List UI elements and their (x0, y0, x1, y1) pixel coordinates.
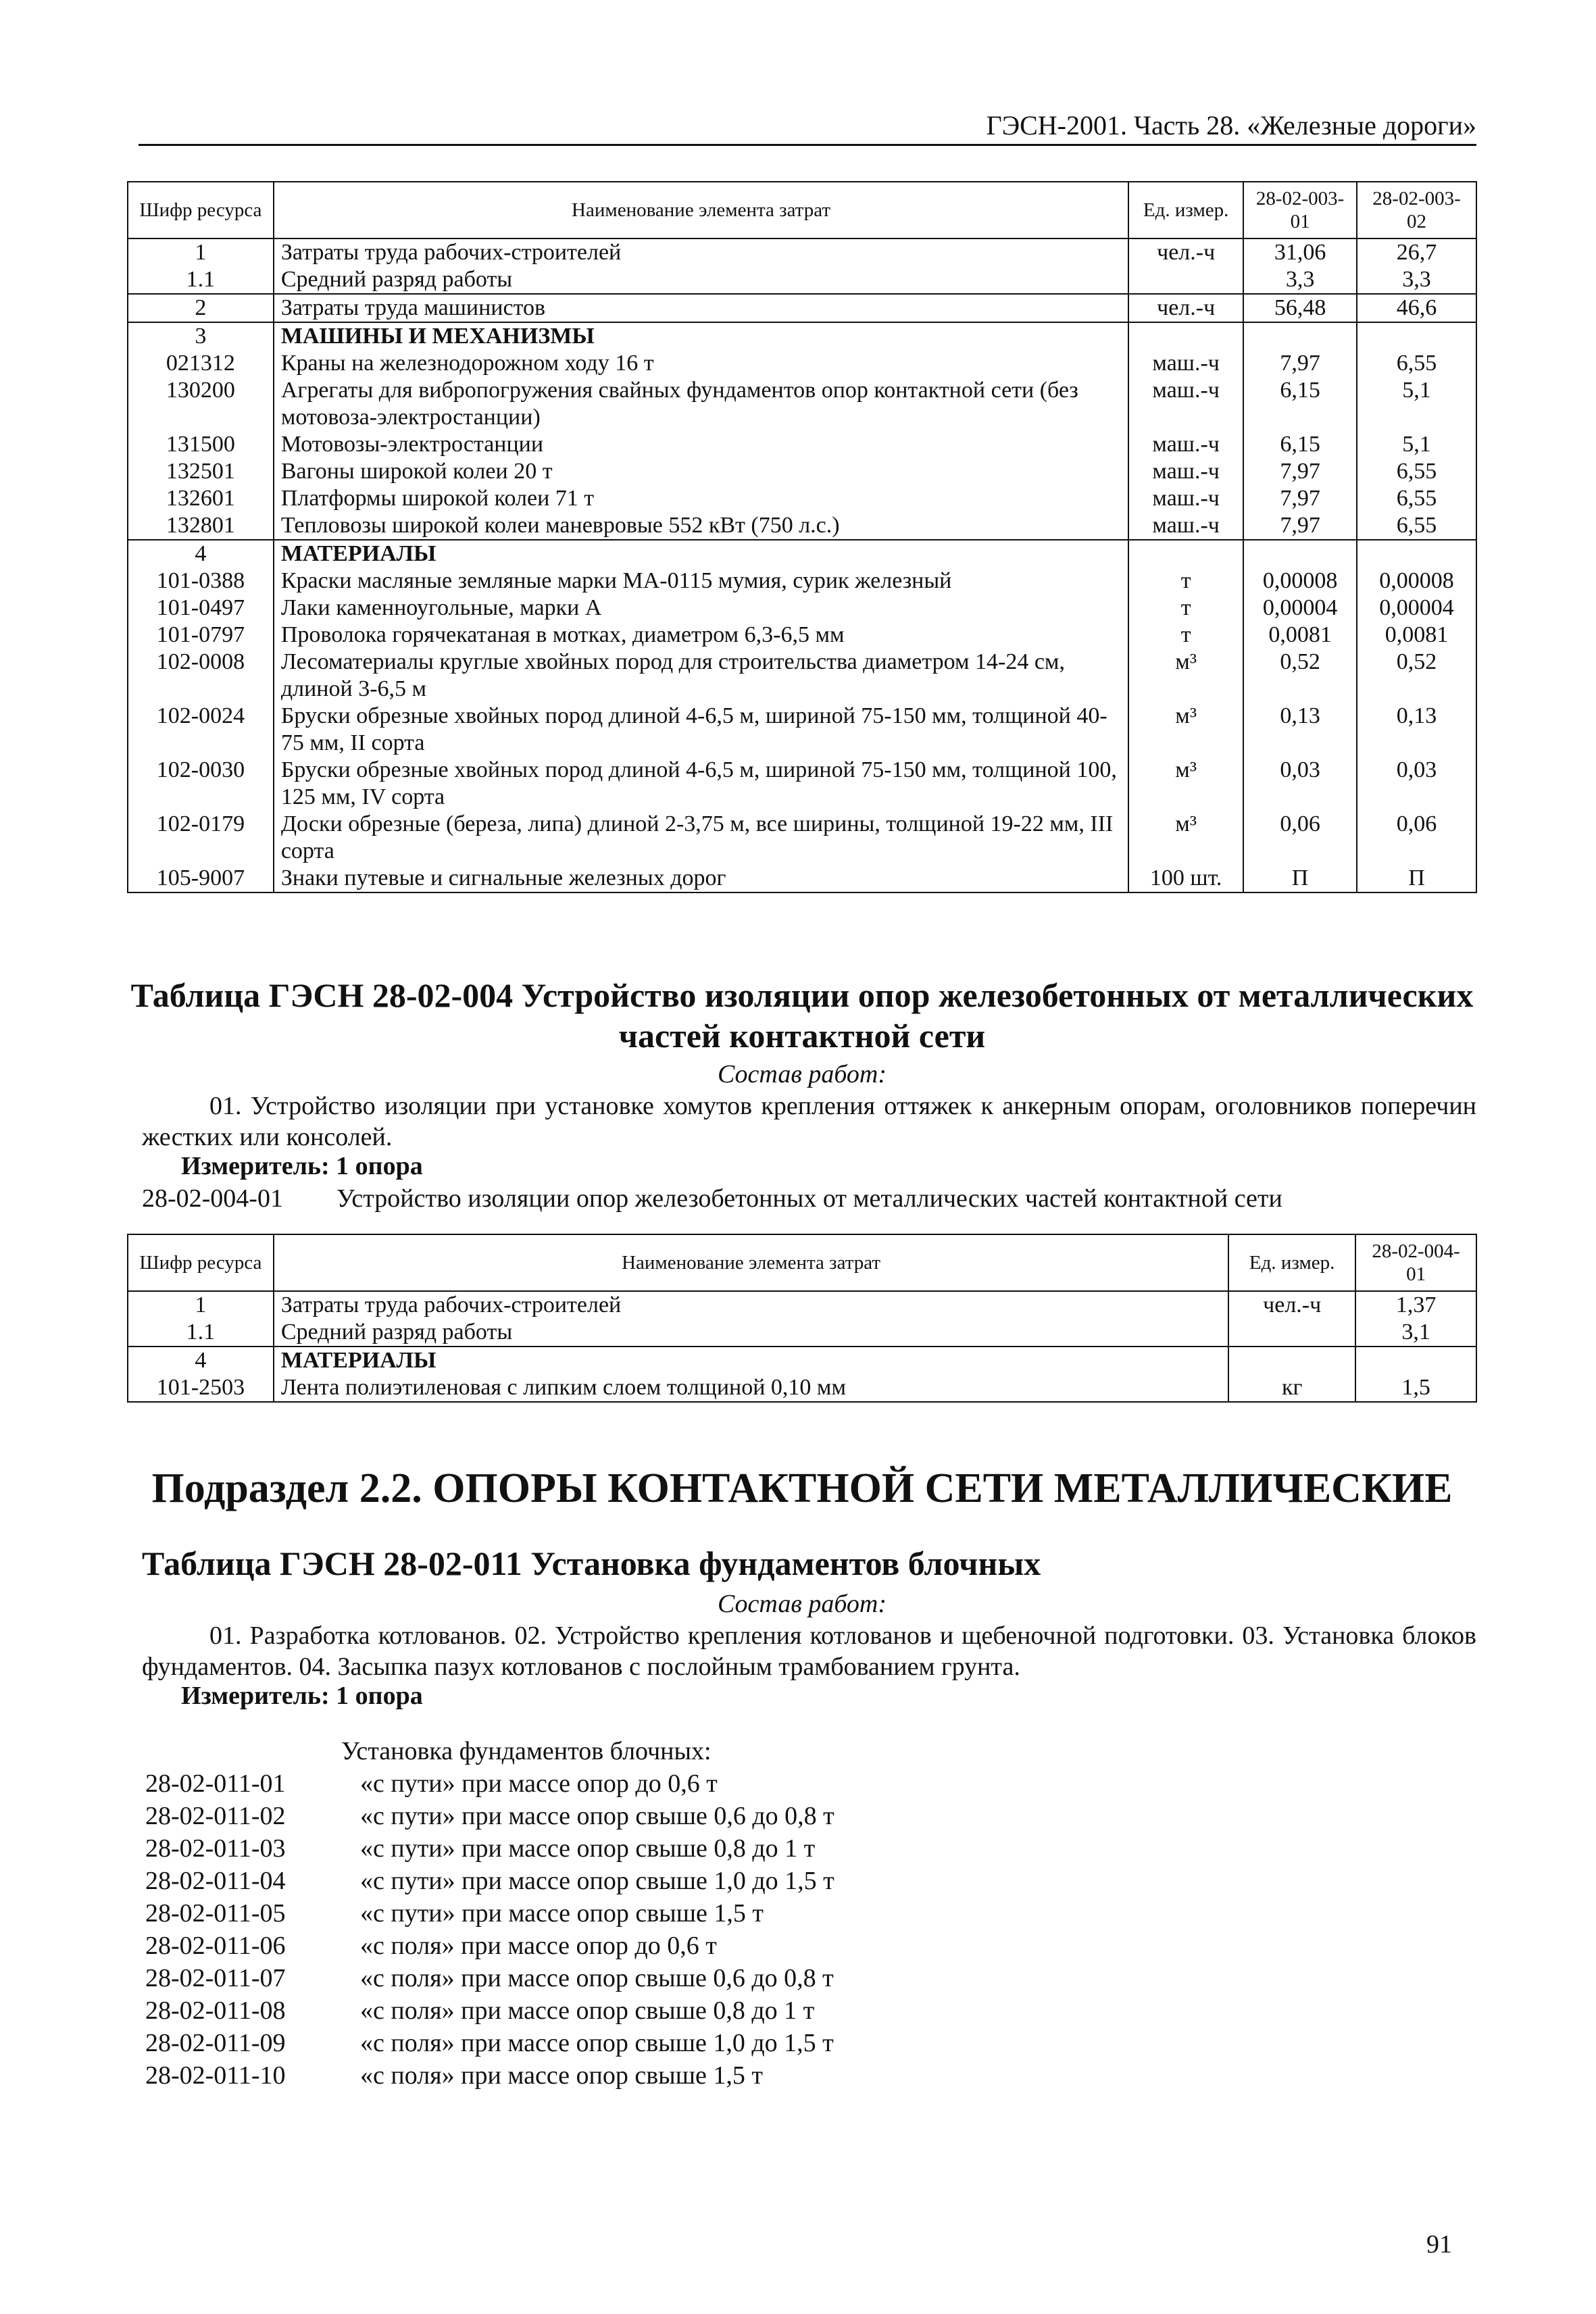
cell-code: 132801 (128, 512, 274, 540)
list-item (145, 1801, 834, 1831)
list-item-code: 28-02-011-03 (145, 1834, 286, 1863)
cell-name: МАШИНЫ И МЕХАНИЗМЫ (274, 322, 1128, 350)
list-item-code: 28-02-011-04 (145, 1867, 286, 1895)
cell-unit: чел.-ч (1228, 1291, 1355, 1319)
cell-value-003-01: 0,13 (1243, 703, 1357, 757)
cell-name: Краски масляные земляные марки МА-0115 мумия, сурик железный (274, 568, 1128, 595)
cell-name: Агрегаты для вибропогружения свайных фундаментов опор контактной сети (без мотовоза-электростанции) (274, 377, 1128, 431)
composition-text: 01. Устройство изоляции при установке хомутов крепления оттяжек к анкерным опорам, оголовников поперечин жестких или консолей. (142, 1092, 1476, 1151)
cell-value-003-02: 0,06 (1357, 811, 1476, 865)
cell-name: Лесоматериалы круглые хвойных пород для строительства диаметром 14-24 см, длиной 3-6,5 м (274, 649, 1128, 703)
list-item-code: 28-02-011-09 (145, 2029, 286, 2057)
cell-value-003-02: 0,13 (1357, 703, 1476, 757)
list-item (145, 1996, 814, 2026)
cell-code: 4 (128, 540, 274, 568)
item-name-004: Устройство изоляции опор железобетонных от металлических частей контактной сети (336, 1184, 1282, 1213)
cell-unit: кг (1228, 1374, 1355, 1402)
cell-name: МАТЕРИАЛЫ (274, 540, 1128, 568)
cell-unit: т (1128, 595, 1243, 622)
list-item (145, 2061, 763, 2090)
cell-code: 105-9007 (128, 865, 274, 892)
table-row (128, 377, 1476, 431)
table-row (128, 865, 1476, 892)
table-header-row (128, 1234, 1476, 1291)
cell-value-003-02 (1357, 540, 1476, 568)
cell-value-003-01: 7,97 (1243, 485, 1357, 512)
cell-value-003-02: 6,55 (1357, 458, 1476, 485)
cell-value-003-02: 46,6 (1357, 294, 1476, 322)
measure-004: Измеритель: 1 опора (181, 1152, 423, 1180)
list-item-text: «с поля» при массе опор до 0,6 т (360, 1932, 717, 1960)
list-item-code: 28-02-011-08 (145, 1996, 286, 2025)
cell-name: Затраты труда рабочих-строителей (274, 238, 1128, 266)
cell-value-003-02: 0,00008 (1357, 568, 1476, 595)
cell-code: 2 (128, 294, 274, 322)
cell-code: 102-0008 (128, 649, 274, 703)
list-item-code: 28-02-011-02 (145, 1802, 286, 1830)
cell-value-004-01 (1355, 1347, 1476, 1374)
cell-value-003-02: 5,1 (1357, 377, 1476, 431)
table-row (128, 458, 1476, 485)
cell-value-003-01: 7,97 (1243, 512, 1357, 540)
cell-value-003-02: 6,55 (1357, 485, 1476, 512)
list-item-code: 28-02-011-01 (145, 1769, 286, 1798)
list-item-text: «с пути» при массе опор свыше 1,0 до 1,5 т (360, 1867, 834, 1895)
list-head: Установка фундаментов блочных: (341, 1737, 712, 1765)
composition-text-004 (142, 1090, 1476, 1153)
table-title-004-line2: частей контактной сети (618, 1017, 986, 1055)
cell-code: 021312 (128, 350, 274, 377)
table-row (128, 350, 1476, 377)
cell-value-004-01: 1,5 (1355, 1374, 1476, 1402)
list-item-text: «с пути» при массе опор до 0,6 т (360, 1769, 718, 1798)
cell-code: 102-0030 (128, 757, 274, 811)
table-row (128, 485, 1476, 512)
table-row (128, 595, 1476, 622)
list-item-text: «с поля» при массе опор свыше 0,6 до 0,8 т (360, 1964, 834, 1992)
table-row (128, 811, 1476, 865)
cell-code: 101-0497 (128, 595, 274, 622)
page-header (139, 107, 1476, 146)
page-number: 91 (1426, 2230, 1452, 2259)
cell-code: 131500 (128, 431, 274, 458)
list-item-code: 28-02-011-05 (145, 1899, 286, 1928)
cell-name: Вагоны широкой колеи 20 т (274, 458, 1128, 485)
list-item-code: 28-02-011-07 (145, 1964, 286, 1992)
cell-value-003-02: П (1357, 865, 1476, 892)
resource-table-004 (127, 1234, 1477, 1403)
table-row (128, 266, 1476, 294)
cell-code: 132501 (128, 458, 274, 485)
table-row (128, 431, 1476, 458)
cell-code: 101-0388 (128, 568, 274, 595)
list-item-text: «с поля» при массе опор свыше 1,0 до 1,5 т (360, 2029, 834, 2057)
list-item (145, 2028, 834, 2058)
col-header-unit: Ед. измер. (1128, 182, 1243, 238)
cell-value-003-02: 5,1 (1357, 431, 1476, 458)
cell-code: 1.1 (128, 266, 274, 294)
table-body (128, 238, 1476, 892)
list-item (145, 1898, 764, 1928)
cell-name: Лента полиэтиленовая с липким слоем толщиной 0,10 мм (274, 1374, 1228, 1402)
cell-name: Платформы широкой колеи 71 т (274, 485, 1128, 512)
cell-name: Краны на железнодорожном ходу 16 т (274, 350, 1128, 377)
cell-name: Доски обрезные (береза, липа) длиной 2-3,75 м, все ширины, толщиной 19-22 мм, III сорта (274, 811, 1128, 865)
table-row (128, 322, 1476, 350)
col-header-code: Шифр ресурса (128, 1234, 274, 1291)
cell-name: МАТЕРИАЛЫ (274, 1347, 1228, 1374)
cell-value-003-01: 0,52 (1243, 649, 1357, 703)
table-row (128, 540, 1476, 568)
table-row (128, 568, 1476, 595)
cell-unit: маш.-ч (1128, 485, 1243, 512)
list-item (145, 1866, 834, 1896)
cell-unit: чел.-ч (1128, 294, 1243, 322)
cell-code: 102-0179 (128, 811, 274, 865)
cell-code: 1 (128, 238, 274, 266)
col-header-003-01: 28-02-003-01 (1243, 182, 1357, 238)
list-item-text: «с поля» при массе опор свыше 1,5 т (360, 2061, 763, 2090)
cell-value-004-01: 1,37 (1355, 1291, 1476, 1319)
cell-unit (1128, 540, 1243, 568)
list-item (145, 1834, 815, 1863)
col-header-unit: Ед. измер. (1228, 1234, 1355, 1291)
cell-unit: м³ (1128, 811, 1243, 865)
table-header-row (128, 182, 1476, 238)
list-item-code: 28-02-011-10 (145, 2061, 286, 2090)
cell-name: Средний разряд работы (274, 1319, 1228, 1347)
cell-value-003-01: 0,06 (1243, 811, 1357, 865)
cell-name: Лаки каменноугольные, марки А (274, 595, 1128, 622)
cell-unit: чел.-ч (1128, 238, 1243, 266)
cell-name: Мотовозы-электростанции (274, 431, 1128, 458)
col-header-003-02: 28-02-003-02 (1357, 182, 1476, 238)
cell-unit: т (1128, 568, 1243, 595)
subsection-title: Подраздел 2.2. ОПОРЫ КОНТАКТНОЙ СЕТИ МЕТАЛЛИЧЕСКИЕ (151, 1465, 1453, 1511)
header-title: ГЭСН-2001. Часть 28. «Железные дороги» (986, 110, 1476, 141)
cell-value-003-02: 3,3 (1357, 266, 1476, 294)
cell-value-003-02: 26,7 (1357, 238, 1476, 266)
cell-value-003-01: 6,15 (1243, 431, 1357, 458)
col-header-code: Шифр ресурса (128, 182, 274, 238)
cell-value-003-01: 3,3 (1243, 266, 1357, 294)
cell-value-003-01: 6,15 (1243, 377, 1357, 431)
cell-code: 3 (128, 322, 274, 350)
cell-value-003-02: 6,55 (1357, 350, 1476, 377)
list-item-text: «с пути» при массе опор свыше 0,6 до 0,8 т (360, 1802, 834, 1830)
cell-value-003-02: 6,55 (1357, 512, 1476, 540)
cell-name: Проволока горячекатаная в мотках, диаметром 6,3-6,5 мм (274, 622, 1128, 649)
cell-name: Знаки путевые и сигнальные железных дорог (274, 865, 1128, 892)
cell-value-003-01: 0,0081 (1243, 622, 1357, 649)
table-title-004-line1: Таблица ГЭСН 28-02-004 Устройство изоляции опор железобетонных от металлических (130, 976, 1474, 1014)
cell-value-003-02: 0,03 (1357, 757, 1476, 811)
cell-code: 1.1 (128, 1319, 274, 1347)
cell-code: 101-0797 (128, 622, 274, 649)
list-item (145, 1963, 834, 1993)
table-row (128, 649, 1476, 703)
cell-name: Бруски обрезные хвойных пород длиной 4-6,5 м, шириной 75-150 мм, толщиной 100, 125 мм, IV сорта (274, 757, 1128, 811)
cell-unit: маш.-ч (1128, 431, 1243, 458)
item-code-004: 28-02-004-01 (142, 1184, 283, 1213)
col-header-004-01: 28-02-004-01 (1355, 1234, 1476, 1291)
cell-name: Тепловозы широкой колеи маневровые 552 кВт (750 л.с.) (274, 512, 1128, 540)
cell-unit (1228, 1347, 1355, 1374)
list-item (145, 1931, 717, 1961)
cell-unit: маш.-ч (1128, 350, 1243, 377)
cell-code: 102-0024 (128, 703, 274, 757)
cell-unit: т (1128, 622, 1243, 649)
cell-value-003-02: 0,52 (1357, 649, 1476, 703)
cell-unit: маш.-ч (1128, 377, 1243, 431)
cell-unit: маш.-ч (1128, 512, 1243, 540)
cell-name: Затраты труда машинистов (274, 294, 1128, 322)
cell-value-003-01: 0,00008 (1243, 568, 1357, 595)
cell-unit: маш.-ч (1128, 458, 1243, 485)
cell-unit: м³ (1128, 703, 1243, 757)
cell-unit (1128, 322, 1243, 350)
cell-value-003-01 (1243, 322, 1357, 350)
cell-code: 132601 (128, 485, 274, 512)
table-row (128, 512, 1476, 540)
list-item-text: «с поля» при массе опор свыше 0,8 до 1 т (360, 1996, 815, 2025)
cell-value-003-01: 7,97 (1243, 350, 1357, 377)
list-item-text: «с пути» при массе опор свыше 0,8 до 1 т (360, 1834, 816, 1863)
composition-text: 01. Разработка котлованов. 02. Устройство крепления котлованов и щебеночной подготовки. 03. Установка блоков фундаментов. 04. Засыпка пазух котлованов с послойным трамбованием грунта. (142, 1621, 1476, 1681)
table-row (128, 757, 1476, 811)
cell-value-003-01: 0,03 (1243, 757, 1357, 811)
cell-value-004-01: 3,1 (1355, 1319, 1476, 1347)
table-row (128, 1319, 1476, 1347)
table-row (128, 294, 1476, 322)
cell-unit (1128, 266, 1243, 294)
cell-unit: 100 шт. (1128, 865, 1243, 892)
cell-code: 130200 (128, 377, 274, 431)
list-item-code: 28-02-011-06 (145, 1932, 286, 1960)
list-item (145, 1769, 718, 1799)
col-header-name: Наименование элемента затрат (274, 182, 1128, 238)
list-item-text: «с пути» при массе опор свыше 1,5 т (360, 1899, 764, 1928)
cell-value-003-02: 0,0081 (1357, 622, 1476, 649)
table-row (128, 622, 1476, 649)
composition-label-004: Состав работ: (717, 1060, 887, 1088)
cell-code: 1 (128, 1291, 274, 1319)
cell-unit: м³ (1128, 757, 1243, 811)
table-body (128, 1291, 1476, 1402)
cell-value-003-01: П (1243, 865, 1357, 892)
measure-011: Измеритель: 1 опора (181, 1682, 423, 1710)
composition-text-011 (142, 1620, 1476, 1682)
col-header-name: Наименование элемента затрат (274, 1234, 1228, 1291)
cell-code: 4 (128, 1347, 274, 1374)
table-row (128, 703, 1476, 757)
cell-value-003-01 (1243, 540, 1357, 568)
cell-value-003-02 (1357, 322, 1476, 350)
composition-label-011: Состав работ: (717, 1590, 887, 1618)
cell-name: Бруски обрезные хвойных пород длиной 4-6,5 м, шириной 75-150 мм, толщиной 40-75 мм, II сорта (274, 703, 1128, 757)
table-row (128, 1291, 1476, 1319)
cell-name: Затраты труда рабочих-строителей (274, 1291, 1228, 1319)
table-row (128, 238, 1476, 266)
cell-value-003-01: 31,06 (1243, 238, 1357, 266)
resource-table-003 (127, 181, 1477, 893)
cell-value-003-01: 7,97 (1243, 458, 1357, 485)
table-title-011: Таблица ГЭСН 28-02-011 Установка фундаментов блочных (142, 1544, 1041, 1582)
cell-unit: м³ (1128, 649, 1243, 703)
table-row (128, 1347, 1476, 1374)
cell-unit (1228, 1319, 1355, 1347)
cell-code: 101-2503 (128, 1374, 274, 1402)
cell-value-003-01: 0,00004 (1243, 595, 1357, 622)
cell-value-003-01: 56,48 (1243, 294, 1357, 322)
cell-value-003-02: 0,00004 (1357, 595, 1476, 622)
cell-name: Средний разряд работы (274, 266, 1128, 294)
table-row (128, 1374, 1476, 1402)
